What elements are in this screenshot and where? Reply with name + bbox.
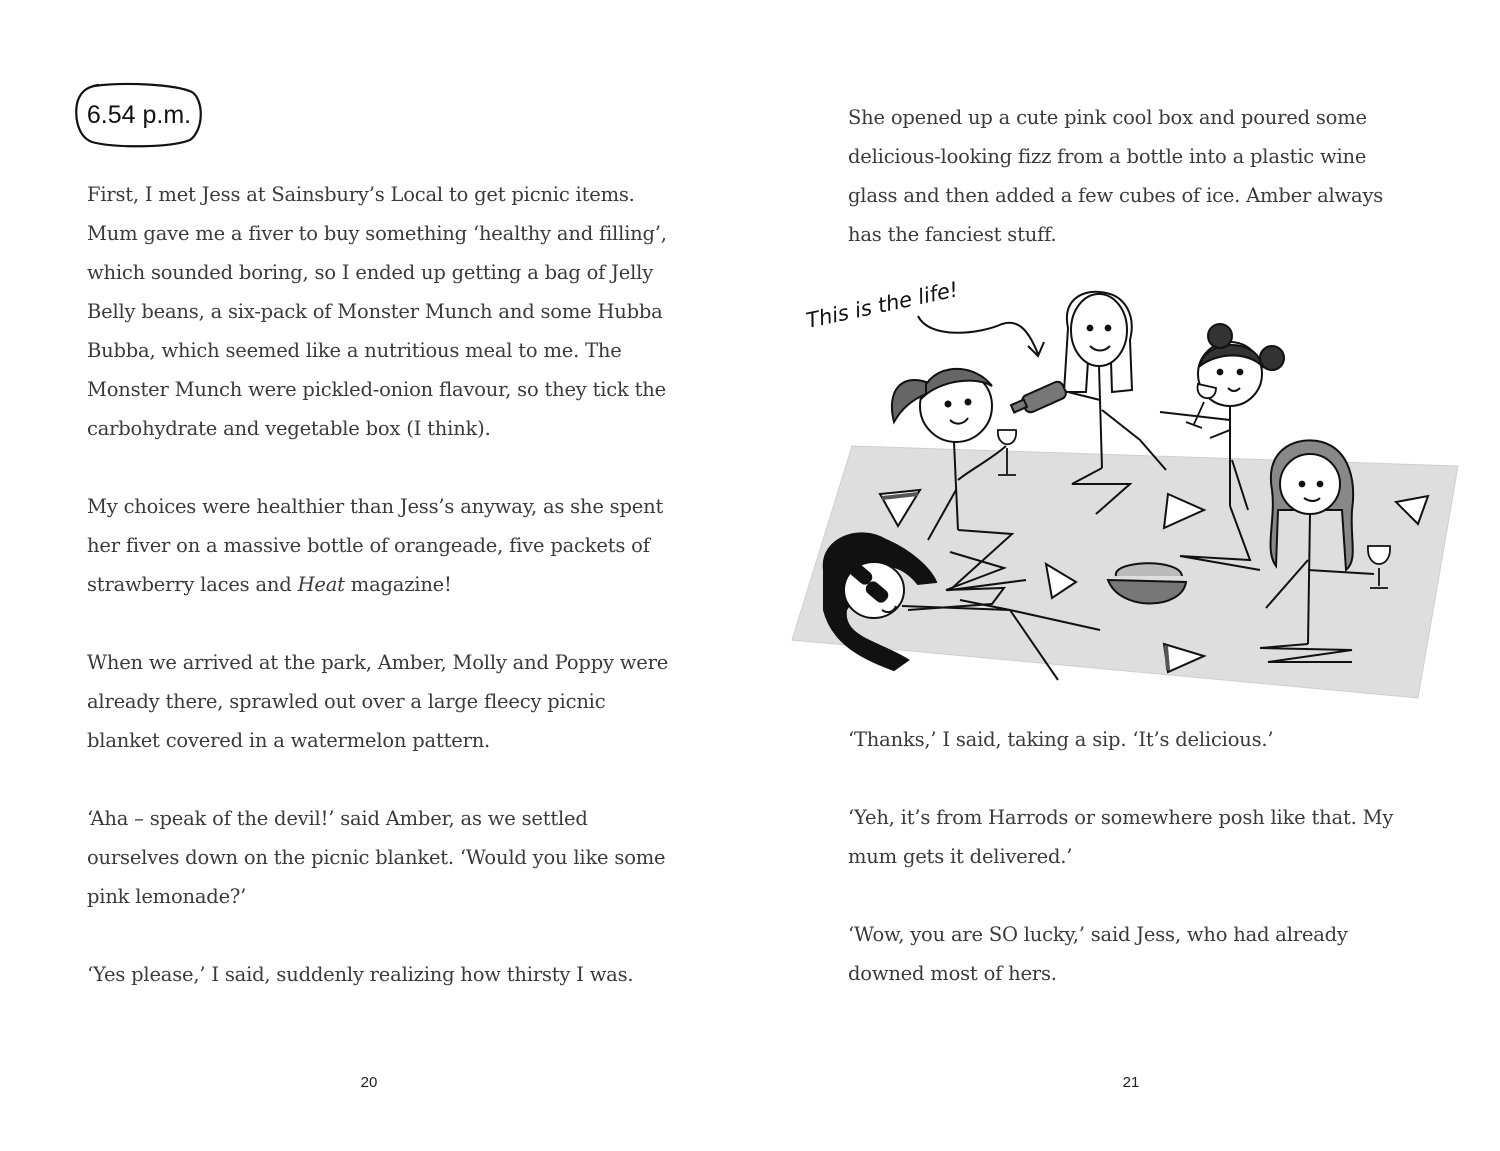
right-body-text-bottom: [848, 720, 1428, 993]
paragraph: When we arrived at the park, Amber, Molly and Poppy were already there, sprawled out over a large fleecy picnic blanket covered in a watermelon pattern.: [87, 651, 669, 752]
illustration-caption: This is the life!: [804, 277, 961, 333]
page-number: 20: [360, 1074, 378, 1091]
left-body-text: [87, 175, 672, 994]
paragraph: ‘Wow, you are SO lucky,’ said Jess, who had already downed most of hers.: [848, 923, 1348, 985]
paragraph: First, I met Jess at Sainsbury’s Local to get picnic items. Mum gave me a fiver to buy something ‘healthy and filling’, which sounded boring, so I ended up getting a bag of Jelly Belly beans, a six-pack of Monster Munch and some Hubba Bubba, which seemed like a nutritious meal to me. The Monster Munch were pickled-onion flavour, so they tick the carbohydrate and vegetable box (I think).: [87, 183, 667, 440]
paragraph: ‘Thanks,’ I said, taking a sip. ‘It’s delicious.’: [848, 728, 1274, 751]
wine-glass-icon: [1186, 384, 1216, 428]
paragraph: [87, 487, 672, 604]
time-label: 6.54 p.m.: [86, 101, 192, 129]
magazine-title: Heat: [297, 573, 345, 596]
paragraph: She opened up a cute pink cool box and poured some delicious-looking fizz from a bottle into a plastic wine glass and then added a few cubes of ice. Amber always has the fanciest stuff.: [848, 106, 1384, 246]
paragraph: ‘Aha – speak of the devil!’ said Amber, as we settled ourselves down on the picnic blanket. ‘Would you like some pink lemonade?’: [87, 807, 666, 908]
paragraph-text: My choices were healthier than Jess’s anyway, as she spent her fiver on a massive bottle of orangeade, five packets of strawberry laces and: [87, 495, 664, 596]
picnic-illustration: [790, 270, 1470, 710]
bottle-icon: [1011, 380, 1068, 414]
arrow-icon: [918, 316, 1038, 354]
page-number: 21: [1122, 1074, 1140, 1091]
right-page: [750, 0, 1500, 1151]
paragraph: ‘Yes please,’ I said, suddenly realizing how thirsty I was.: [87, 963, 634, 986]
paragraph-text: magazine!: [344, 573, 452, 596]
time-bubble: [74, 82, 204, 148]
paragraph: ‘Yeh, it’s from Harrods or somewhere posh like that. My mum gets it delivered.’: [848, 806, 1394, 868]
right-body-text-top: [848, 98, 1408, 254]
